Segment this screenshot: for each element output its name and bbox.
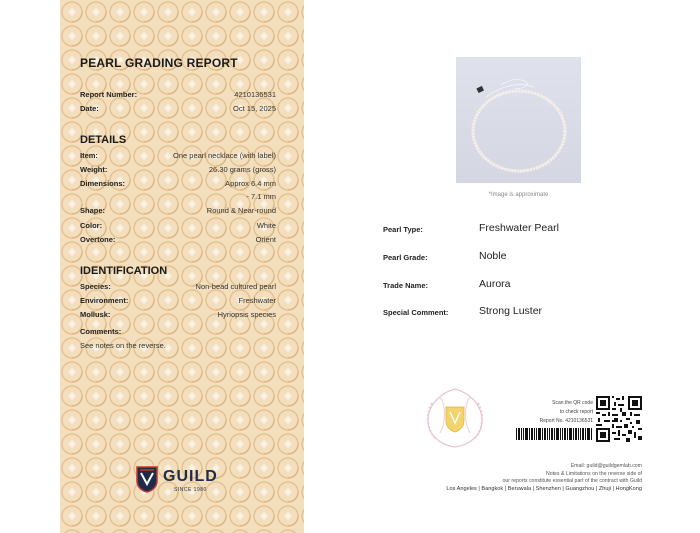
mollusk-label: Mollusk:: [80, 310, 111, 319]
color-value: White: [256, 221, 276, 230]
footer-notes-2: our reports constitute essential part of the contract with Guild: [502, 478, 642, 484]
mollusk-value: Hyriopsis species: [217, 310, 276, 319]
dimensions-value-2: - 7.1 mm: [246, 192, 276, 201]
pearl-grade-row: [383, 250, 623, 264]
shape-label: Shape:: [80, 206, 106, 215]
pearl-grade-label: Pearl Grade:: [383, 253, 428, 262]
special-comment-row: [383, 305, 623, 319]
logo-wordmark: GUILD: [163, 468, 218, 485]
trade-name-label: Trade Name:: [383, 281, 429, 290]
comments-row: [80, 327, 276, 339]
barcode-icon: [516, 428, 592, 440]
report-number-label: Report Number:: [80, 90, 138, 99]
report-number-row: [80, 90, 276, 102]
special-comment-value: Strong Luster: [479, 305, 543, 317]
qr-text-line3: Report No. 4210136531: [539, 418, 593, 424]
shape-row: [80, 206, 276, 218]
pearl-type-value: Freshwater Pearl: [479, 222, 559, 234]
shield-icon: [136, 466, 158, 493]
footer-email: Email: guild@guildgemlab.com: [570, 463, 642, 469]
species-value: Non-bead cultured pearl: [195, 282, 276, 291]
color-row: [80, 221, 276, 233]
qr-text-line1: Scan the QR code: [552, 400, 593, 406]
details-heading: DETAILS: [80, 134, 127, 146]
pearl-grade-value: Noble: [479, 250, 507, 262]
qr-code-icon[interactable]: [596, 396, 642, 442]
item-row: [80, 151, 276, 163]
footer-cities: Los Angeles | Bangkok | Beruwala | Shenzhen | Guangzhou | Zhuji | HongKong: [446, 486, 642, 492]
report-panel: [60, 0, 304, 533]
hologram-seal-icon: [420, 383, 490, 451]
logo-since: SINCE 1980: [174, 487, 207, 493]
comments-label: Comments:: [80, 327, 122, 336]
weight-label: Weight:: [80, 165, 108, 174]
dimensions-value: Approx 6.4 mm: [225, 179, 276, 188]
report-number-value: 4210136531: [234, 90, 276, 99]
trade-name-row: [383, 278, 623, 292]
trade-name-value: Aurora: [479, 278, 511, 290]
species-label: Species:: [80, 282, 111, 291]
overtone-label: Overtone:: [80, 235, 116, 244]
item-value: One pearl necklace (with label): [173, 151, 276, 160]
item-label: Item:: [80, 151, 98, 160]
pearl-type-row: [383, 222, 623, 236]
dimensions-label: Dimensions:: [80, 179, 126, 188]
overtone-row: [80, 235, 276, 247]
dimensions-row-2: [80, 192, 276, 204]
product-photo: [456, 57, 581, 183]
date-label: Date:: [80, 104, 99, 113]
special-comment-label: Special Comment:: [383, 308, 449, 317]
shape-value: Round & Near-round: [206, 206, 276, 215]
date-row: [80, 104, 276, 116]
environment-label: Environment:: [80, 296, 129, 305]
report-title: PEARL GRADING REPORT: [80, 56, 238, 70]
species-row: [80, 282, 276, 294]
environment-row: [80, 296, 276, 308]
identification-heading: IDENTIFICATION: [80, 265, 168, 277]
footer-notes-1: Notes & Limitations on the reverse side of: [545, 471, 642, 477]
mollusk-row: [80, 310, 276, 322]
environment-value: Freshwater: [238, 296, 276, 305]
weight-value: 26.30 grams (gross): [208, 165, 276, 174]
pearl-type-label: Pearl Type:: [383, 225, 423, 234]
overtone-value: Orient: [255, 235, 276, 244]
color-label: Color:: [80, 221, 103, 230]
qr-text-line2: to check report: [559, 409, 593, 415]
date-value: Oct 15, 2025: [233, 104, 276, 113]
dimensions-row: [80, 179, 276, 191]
qr-verification: [512, 396, 642, 444]
guild-logo: [136, 466, 236, 496]
comments-value: See notes on the reverse.: [80, 341, 166, 350]
photo-caption: *Image is approximate: [488, 192, 549, 198]
pearl-necklace-icon: [456, 57, 581, 183]
weight-row: [80, 165, 276, 177]
